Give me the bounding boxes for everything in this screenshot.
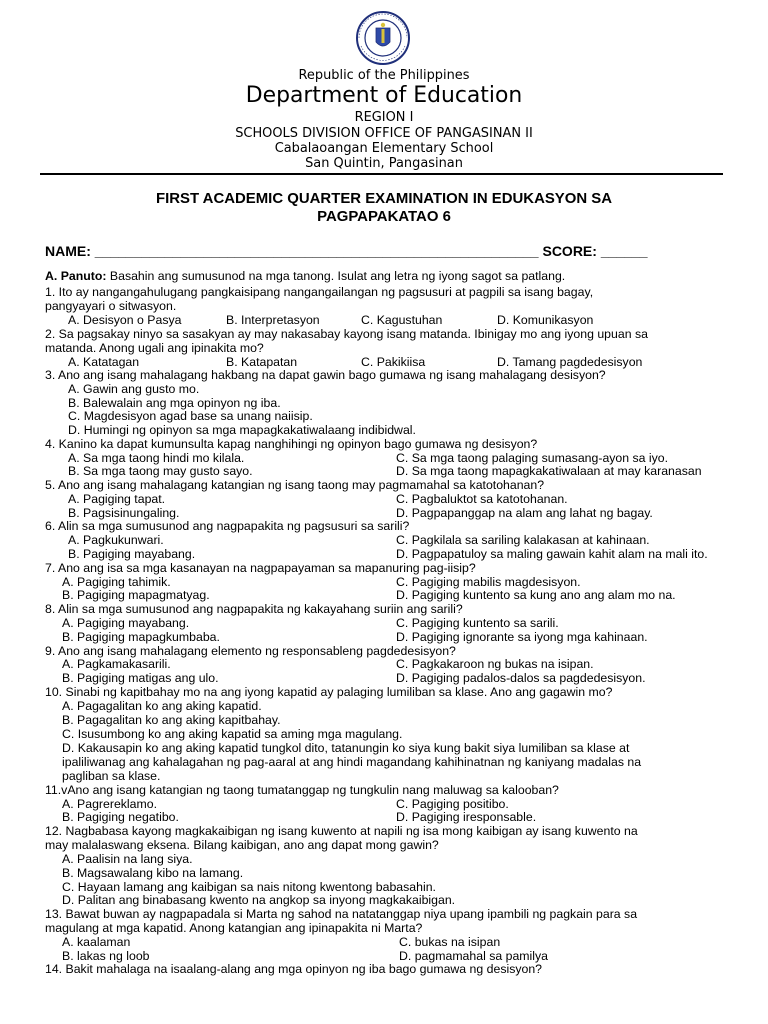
- choice-4c: C. Sa mga taong palaging sumasang-ayon sa iyo.: [396, 451, 669, 465]
- choice-11b: B. Pagiging negatibo.: [62, 810, 179, 824]
- choice-1a: A. Desisyon o Pasya: [68, 313, 182, 327]
- division-label: SCHOOLS DIVISION OFFICE OF PANGASINAN II: [235, 126, 533, 141]
- choice-7b: B. Pagiging mapagmatyag.: [62, 588, 210, 602]
- choice-6c: C. Pagkilala sa sariling kalakasan at kahinaan.: [396, 533, 650, 547]
- choice-11a: A. Pagrereklamo.: [62, 797, 158, 811]
- choice-10b: B. Pagagalitan ko ang aking kapitbahay.: [62, 713, 281, 727]
- exam-title-line1: FIRST ACADEMIC QUARTER EXAMINATION IN EDUKASYON SA: [155, 190, 613, 207]
- question-7-text: 7. Ano ang isa sa mga kasanayan na nagpapayaman sa mapanuring pag-iisip?: [45, 561, 476, 575]
- question-6-text: 6. Alin sa mga sumusunod ang nagpapakita ng pagsusuri sa sarili?: [45, 519, 410, 533]
- choice-13c: C. bukas na isipan: [399, 935, 501, 949]
- question-1-text-cont: pangyayari o sitwasyon.: [45, 299, 177, 313]
- instructions-text: Basahin ang sumusunod na mga tanong. Isulat ang letra ng iyong sagot sa patlang.: [109, 269, 566, 283]
- choice-13a: A. kaalaman: [62, 935, 131, 949]
- choice-3d: D. Humingi ng opinyon sa mga mapagkakatiwalaang indibidwal.: [68, 423, 416, 437]
- choice-1c: C. Kagustuhan: [361, 313, 443, 327]
- republic-label: Republic of the Philippines: [298, 68, 470, 83]
- choice-8c: C. Pagiging kuntento sa sarili.: [396, 616, 559, 630]
- question-13-text: 13. Bawat buwan ay nagpapadala si Marta ng sahod na natatanggap niya upang ipambili ng pagkain para sa: [45, 907, 638, 921]
- choice-4b: B. Sa mga taong may gusto sayo.: [68, 464, 253, 478]
- choice-5c: C. Pagbaluktot sa katotohanan.: [396, 492, 568, 506]
- choice-3a: A. Gawin ang gusto mo.: [68, 382, 200, 396]
- header-divider: [40, 173, 723, 175]
- score-label: SCORE:: [542, 243, 597, 259]
- name-field[interactable]: _________________________________________________________: [94, 243, 539, 259]
- choice-2c: C. Pakikiisa: [361, 355, 426, 369]
- instructions-label: A. Panuto:: [45, 269, 107, 283]
- question-10-text: 10. Sinabi ng kapitbahay mo na ang iyong kapatid ay palaging lumiliban sa klase. Ano ang gagawin mo?: [45, 685, 613, 699]
- question-12-text: 12. Nagbabasa kayong magkakaibigan ng isang kuwento at napili ng isa mong kaibigan ay isang kuwento na: [45, 824, 638, 838]
- choice-12c: C. Hayaan lamang ang kaibigan sa nais nitong kwentong babasahin.: [62, 880, 436, 894]
- choice-2d: D. Tamang pagdedesisyon: [497, 355, 643, 369]
- question-5-text: 5. Ano ang isang mahalagang katangian ng isang taong may pagmamahal sa katotohanan?: [45, 478, 545, 492]
- name-score-row: [45, 243, 648, 259]
- department-title: Department of Education: [245, 83, 523, 108]
- choice-9c: C. Pagkakaroon ng bukas na isipan.: [396, 657, 594, 671]
- question-2-text-cont: matanda. Anong ugali ang ipinakita mo?: [45, 341, 264, 355]
- question-1-text: 1. Ito ay nangangahulugang pangkaisipang nangangailangan ng pagsusuri at pagpili sa isang bagay,: [45, 285, 594, 299]
- choice-11c: C. Pagiging positibo.: [396, 797, 509, 811]
- region-label: REGION I: [354, 110, 414, 125]
- choice-7a: A. Pagiging tahimik.: [62, 575, 171, 589]
- choice-4a: A. Sa mga taong hindi mo kilala.: [68, 451, 245, 465]
- choice-3b: B. Balewalain ang mga opinyon ng iba.: [68, 396, 281, 410]
- choice-5d: D. Pagpapanggap na alam ang lahat ng bagay.: [396, 506, 653, 520]
- choice-13d: D. pagmamahal sa pamilya: [399, 949, 548, 963]
- choice-8b: B. Pagiging mapagkumbaba.: [62, 630, 220, 644]
- choice-7c: C. Pagiging mabilis magdesisyon.: [396, 575, 581, 589]
- choice-7d: D. Pagiging kuntento sa kung ano ang alam mo na.: [396, 588, 676, 602]
- choice-8a: A. Pagiging mayabang.: [62, 616, 190, 630]
- question-14-text: 14. Bakit mahalaga na isaalang-alang ang mga opinyon ng iba bago gumawa ng desisyon?: [45, 962, 543, 976]
- deped-seal-logo: [345, 10, 421, 66]
- choice-10a: A. Pagagalitan ko ang aking kapatid.: [62, 699, 262, 713]
- choice-1d: D. Komunikasyon: [497, 313, 594, 327]
- exam-title-line2: PAGPAPAKATAO 6: [317, 208, 451, 225]
- choice-10c: C. Isusumbong ko ang aking kapatid sa aming mga magulang.: [62, 727, 403, 741]
- choice-11d: D. Pagiging iresponsable.: [396, 810, 537, 824]
- choice-10d: D. Kakausapin ko ang aking kapatid tungkol dito, tatanungin ko siya kung bakit siya lumiliban sa klase at: [62, 741, 630, 755]
- question-3-text: 3. Ano ang isang mahalagang hakbang na dapat gawin bago gumawa ng isang mahalagang desisyon?: [45, 368, 606, 382]
- choice-6b: B. Pagiging mayabang.: [68, 547, 196, 561]
- choice-4d: D. Sa mga taong mapagkakatiwalaan at may karanasan: [396, 464, 702, 478]
- choice-6d: D. Pagpapatuloy sa maling gawain kahit alam na mali ito.: [396, 547, 708, 561]
- choice-6a: A. Pagkukunwari.: [68, 533, 164, 547]
- name-label: NAME:: [45, 243, 91, 259]
- choice-2b: B. Katapatan: [226, 355, 298, 369]
- question-2-text: 2. Sa pagsakay ninyo sa sasakyan ay may nakasabay kayong isang matanda. Ibinigay mo ang iyong upuan sa: [45, 327, 648, 341]
- question-4-text: 4. Kanino ka dapat kumunsulta kapag nanghihingi ng opinyon bago gumawa ng desisyon?: [45, 437, 538, 451]
- choice-9a: A. Pagkamakasarili.: [62, 657, 171, 671]
- choice-10d-cont1: ipaliliwanag ang kahalagahan ng pag-aaral at ang hindi magandang kahihinatnan ng kaniyang madalas na: [62, 755, 642, 769]
- question-9-text: 9. Ano ang isang mahalagang elemento ng responsableng pagdedesisyon?: [45, 644, 456, 658]
- instructions: [45, 269, 565, 283]
- choice-12a: A. Paalisin na lang siya.: [62, 852, 193, 866]
- choice-9d: D. Pagiging padalos-dalos sa pagdedesisyon.: [396, 671, 646, 685]
- score-field[interactable]: ______: [600, 243, 648, 259]
- choice-12d: D. Palitan ang binabasang kwento na angkop sa inyong magkakaibigan.: [62, 893, 456, 907]
- choice-5a: A. Pagiging tapat.: [68, 492, 166, 506]
- question-13-text-cont: magulang at mga kapatid. Anong katangian ang ipinapakita ni Marta?: [45, 921, 423, 935]
- school-name: Cabalaoangan Elementary School: [274, 141, 494, 156]
- question-11-text: 11.vAno ang isang katangian ng taong tumatanggap ng tungkulin nang maluwag sa kalooban?: [45, 783, 559, 797]
- choice-2a: A. Katatagan: [68, 355, 140, 369]
- question-12-text-cont: may malalaswang eksena. Bilang kaibigan, ano ang dapat mong gawin?: [45, 838, 439, 852]
- choice-3c: C. Magdesisyon agad base sa unang naiisip.: [68, 409, 313, 423]
- choice-1b: B. Interpretasyon: [226, 313, 320, 327]
- choice-13b: B. lakas ng loob: [62, 949, 150, 963]
- choice-10d-cont2: pagliban sa klase.: [62, 769, 161, 783]
- choice-5b: B. Pagsisinungaling.: [68, 506, 180, 520]
- choice-12b: B. Magsawalang kibo na lamang.: [62, 866, 244, 880]
- school-location: San Quintin, Pangasinan: [305, 156, 463, 171]
- choice-9b: B. Pagiging matigas ang ulo.: [62, 671, 219, 685]
- question-8-text: 8. Alin sa mga sumusunod ang nagpapakita ng kakayahang suriin ang sarili?: [45, 602, 463, 616]
- choice-8d: D. Pagiging ignorante sa iyong mga kahinaan.: [396, 630, 648, 644]
